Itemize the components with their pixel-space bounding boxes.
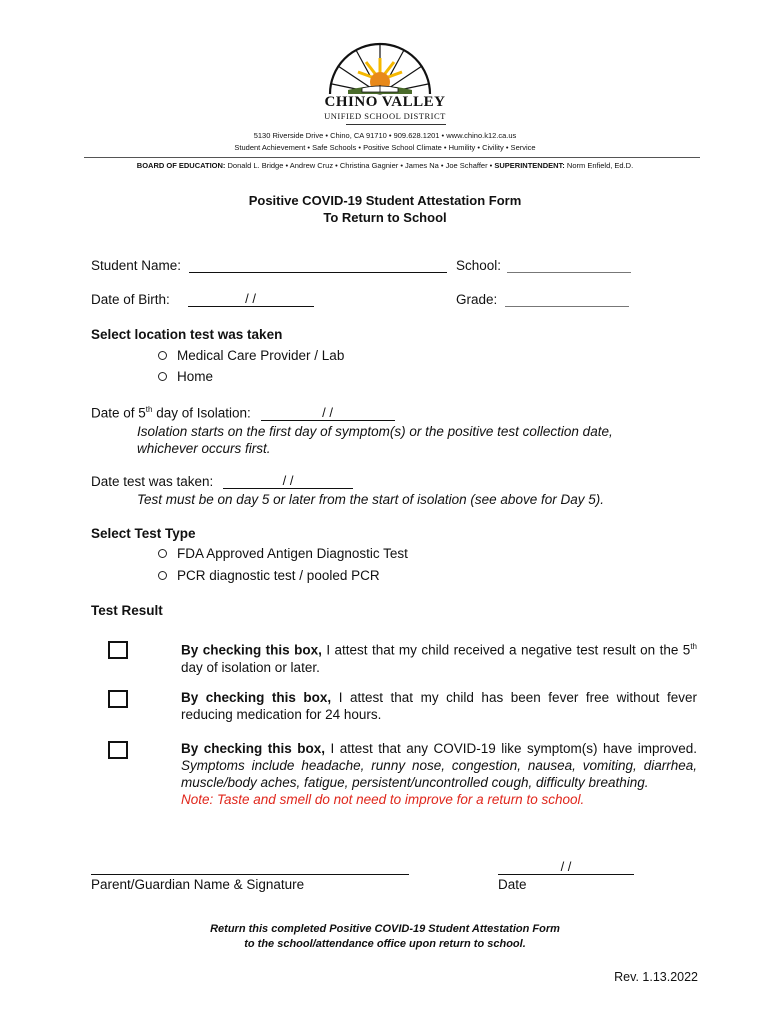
attest3-italic: Symptoms include headache, runny nose, congestion, nausea, vomiting, diarrhea, muscle/body aches, fatigue, persistent/uncontrolled cough, difficulty breathing. xyxy=(181,758,697,790)
board-label: BOARD OF EDUCATION: xyxy=(136,161,226,170)
grade-field[interactable] xyxy=(505,292,629,307)
isolation-row xyxy=(91,405,395,421)
radio-icon[interactable] xyxy=(158,351,167,360)
test-type-option-antigen[interactable] xyxy=(158,546,408,561)
school-field[interactable] xyxy=(507,258,631,273)
attest-negative-checkbox[interactable] xyxy=(108,641,128,659)
signature-label: Parent/Guardian Name & Signature xyxy=(91,877,305,892)
form-title-line1: Positive COVID-19 Student Attestation Form xyxy=(248,193,522,208)
test-type-option-pcr-label: PCR diagnostic test / pooled PCR xyxy=(177,568,380,583)
test-date-label: Date test was taken: xyxy=(91,474,214,489)
student-name-field[interactable] xyxy=(189,258,447,273)
isolation-label-sup: th xyxy=(145,405,153,414)
grade-row xyxy=(456,292,629,307)
district-logo xyxy=(318,28,442,100)
student-name-row xyxy=(91,258,447,273)
dob-field[interactable]: / / xyxy=(188,292,314,307)
location-option-home[interactable] xyxy=(158,369,213,384)
test-type-option-pcr[interactable] xyxy=(158,568,380,583)
isolation-note: Isolation starts on the first day of symptom(s) or the positive test collection date, whichever occurs first. xyxy=(137,424,613,456)
form-title xyxy=(0,192,770,226)
school-label: School: xyxy=(456,258,502,273)
footer-line1: Return this completed Positive COVID-19 Student Attestation Form xyxy=(210,923,560,935)
header-rule xyxy=(84,157,700,158)
location-option-home-label: Home xyxy=(177,369,214,384)
attest-symptoms-checkbox[interactable] xyxy=(108,741,128,759)
signature-line[interactable] xyxy=(91,874,409,875)
test-type-heading: Select Test Type xyxy=(91,526,196,541)
return-instructions xyxy=(0,922,770,952)
result-heading: Test Result xyxy=(91,603,163,618)
attest1-text-b: day of isolation or later. xyxy=(181,659,320,675)
board-members: Donald L. Bridge • Andrew Cruz • Christina Gagnier • James Na • Joe Schaffer • xyxy=(227,161,493,170)
footer-line2: to the school/attendance office upon return to school. xyxy=(244,938,526,950)
logo-divider xyxy=(346,124,446,125)
radio-icon[interactable] xyxy=(158,372,167,381)
superintendent-label: SUPERINTENDENT: xyxy=(494,161,565,170)
radio-icon[interactable] xyxy=(158,571,167,580)
attest-note: Note: Taste and smell do not need to improve for a return to school. xyxy=(181,792,585,807)
dob-label: Date of Birth: xyxy=(91,292,170,307)
form-title-line2: To Return to School xyxy=(323,210,447,225)
revision-date: Rev. 1.13.2022 xyxy=(614,970,698,984)
signature-date-label: Date xyxy=(498,877,527,892)
radio-icon[interactable] xyxy=(158,549,167,558)
isolation-label-pre: Date of 5 xyxy=(91,405,146,421)
test-date-field[interactable]: / / xyxy=(223,474,353,489)
district-subtitle: UNIFIED SCHOOL DISTRICT xyxy=(324,111,446,121)
attest3-text: I attest that any COVID-19 like symptom(s) have improved. xyxy=(325,741,697,756)
isolation-label-post: day of Isolation: xyxy=(152,405,251,421)
attest-fever-checkbox[interactable] xyxy=(108,690,128,708)
attest3-bold: By checking this box, xyxy=(181,741,325,756)
test-date-row xyxy=(91,474,353,489)
test-date-note: Test must be on day 5 or later from the start of isolation (see above for Day 5). xyxy=(137,492,604,507)
attest1-text-a: I attest that my child received a negative test result on the 5 xyxy=(321,642,691,658)
superintendent-name: Norm Enfield, Ed.D. xyxy=(566,161,634,170)
attest1-bold: By checking this box, xyxy=(181,642,322,658)
signature-date-field[interactable]: / / xyxy=(498,860,634,875)
location-heading: Select location test was taken xyxy=(91,327,283,342)
test-type-option-antigen-label: FDA Approved Antigen Diagnostic Test xyxy=(177,546,408,561)
school-row xyxy=(456,258,631,273)
attest-fever-text xyxy=(181,689,697,723)
attest2-text: I attest that my child has been fever free without fever reducing medication for 24 hours. xyxy=(181,690,697,722)
location-option-lab-label: Medical Care Provider / Lab xyxy=(177,348,345,363)
district-name: CHINO VALLEY xyxy=(324,94,446,110)
district-address: 5130 Riverside Drive • Chino, CA 91710 • 909.628.1201 • www.chino.k12.ca.us xyxy=(253,131,517,140)
attest-negative-text xyxy=(181,638,697,676)
district-values: Student Achievement • Safe Schools • Positive School Climate • Humility • Civility • Service xyxy=(234,143,536,152)
dob-row xyxy=(91,292,314,307)
attest-symptoms-text xyxy=(181,740,697,808)
grade-label: Grade: xyxy=(456,292,498,307)
attest1-sup: th xyxy=(690,642,697,651)
board-of-education xyxy=(0,161,770,170)
isolation-date-field[interactable]: / / xyxy=(261,406,395,421)
location-option-lab[interactable] xyxy=(158,348,344,363)
student-name-label: Student Name: xyxy=(91,258,182,273)
attest2-bold: By checking this box, xyxy=(181,690,332,705)
